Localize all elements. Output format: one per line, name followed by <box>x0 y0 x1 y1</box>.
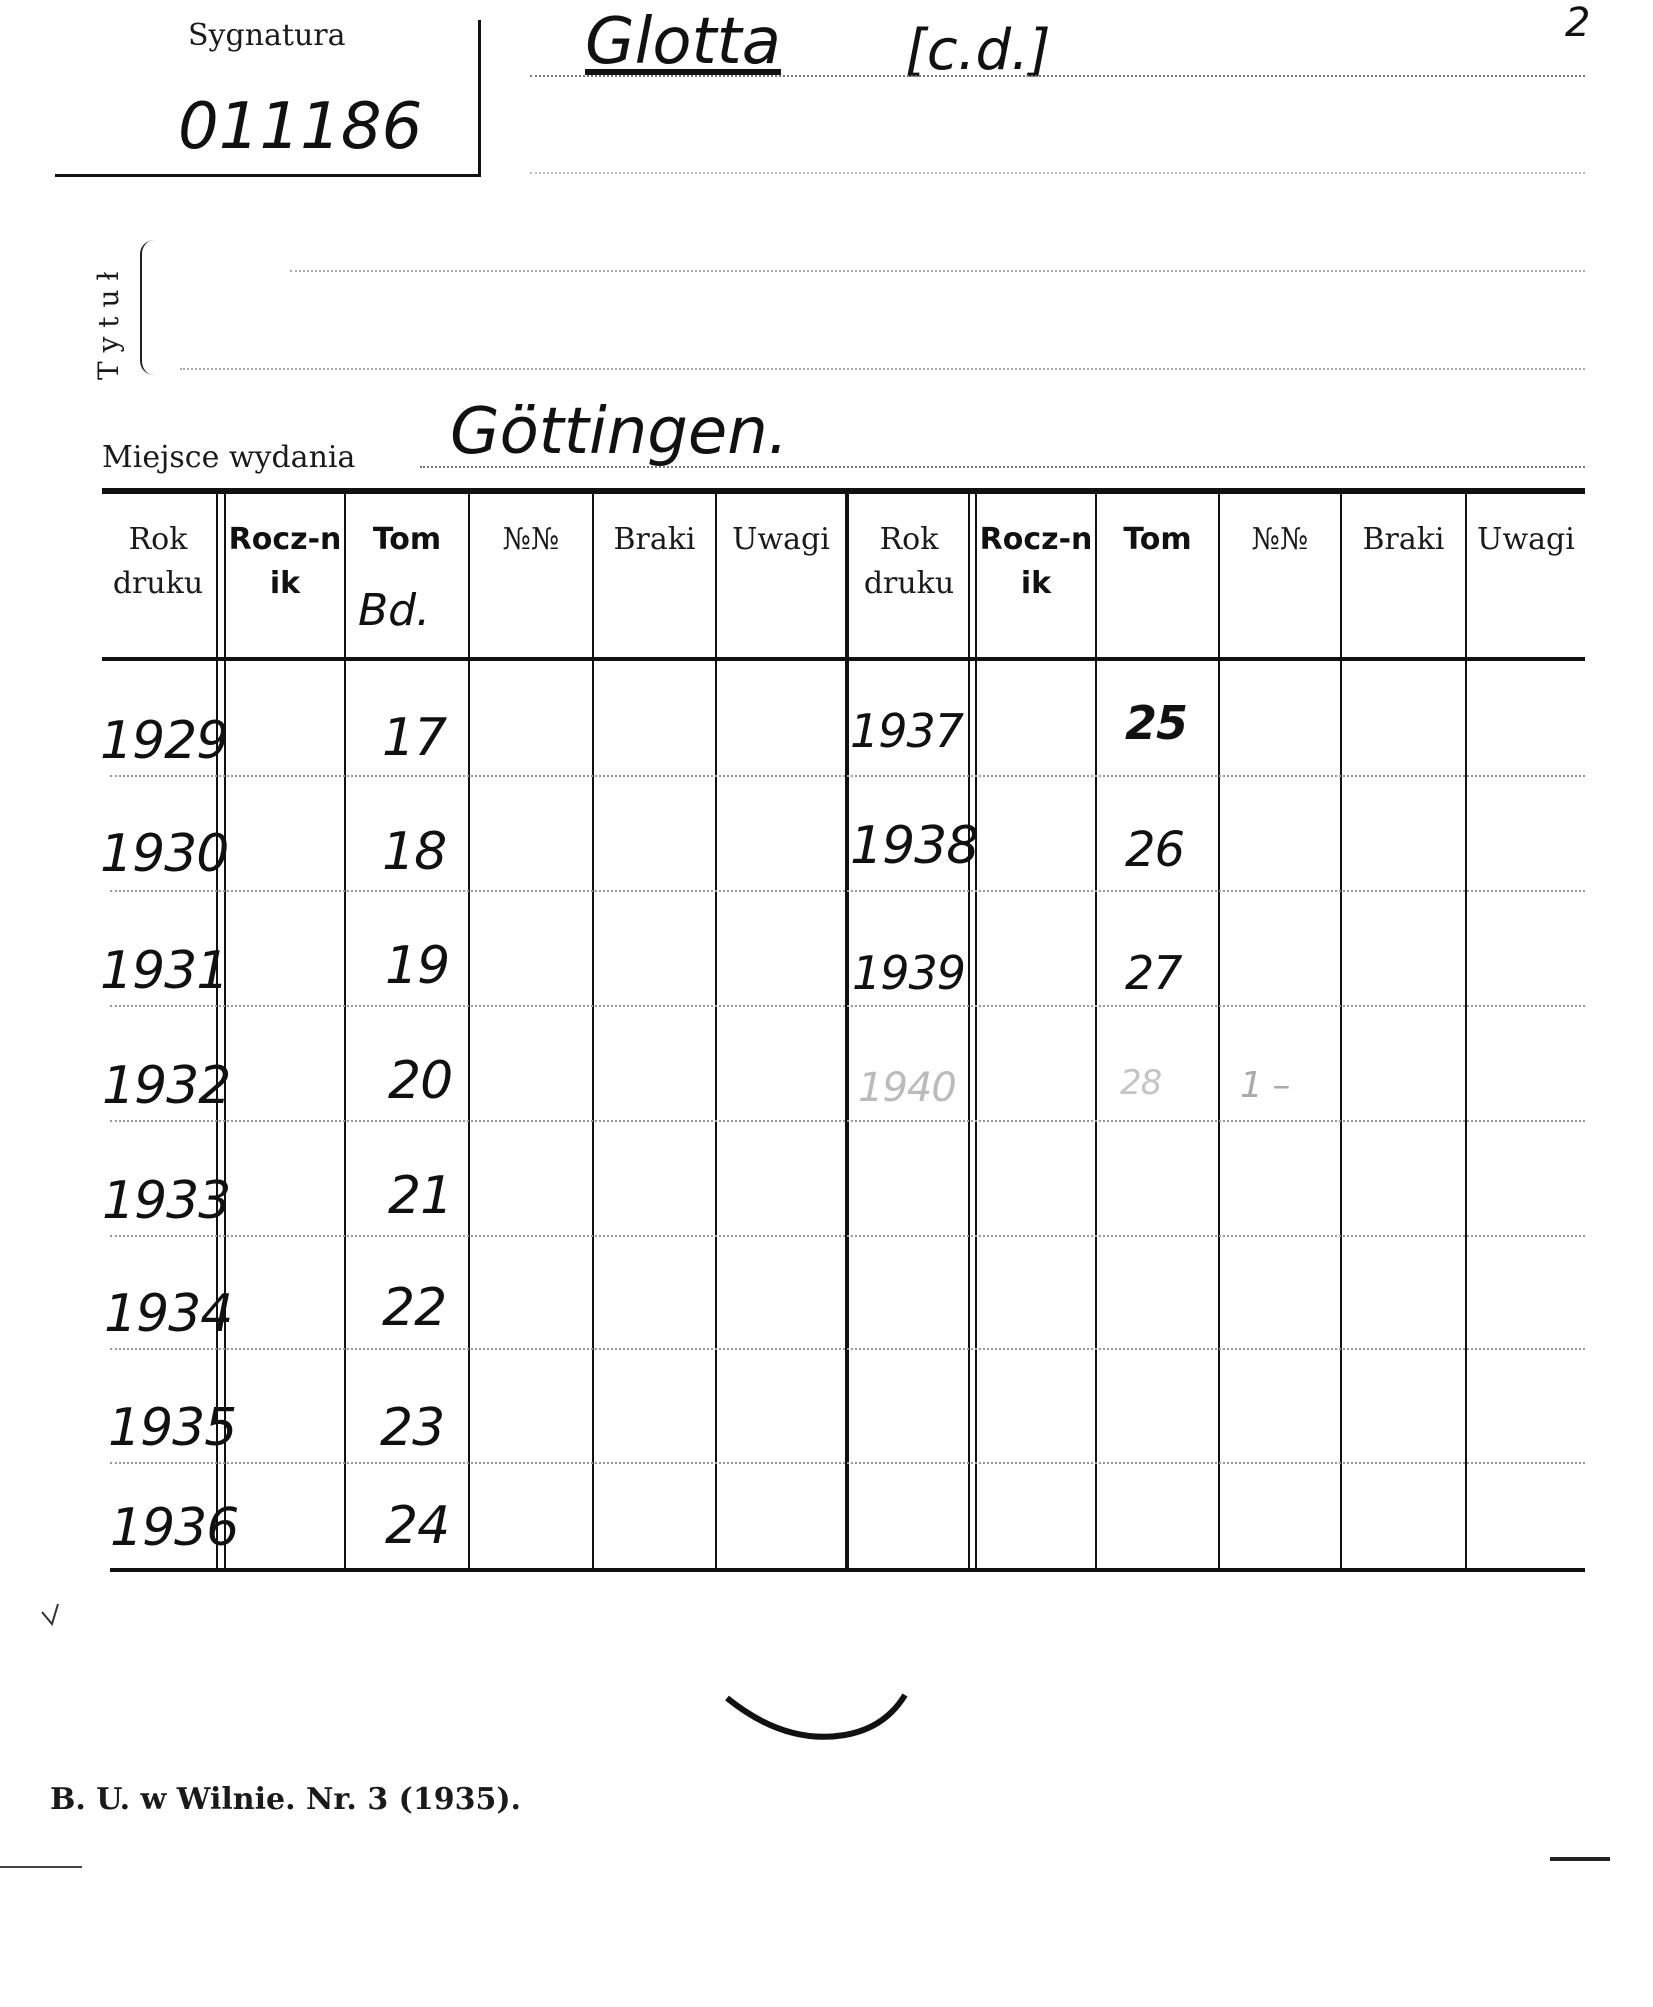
right-row-1-tom: 25 <box>1125 696 1188 750</box>
header-tom-left: Tom <box>372 522 442 557</box>
left-row-2-tom: 18 <box>382 822 447 882</box>
header-rok-right: Rok druku <box>863 522 955 601</box>
tytul-dotted-line-1 <box>290 270 1585 272</box>
row-sep-7 <box>110 1462 1585 1464</box>
header-numery-left: №№ <box>502 522 560 557</box>
col-line-5 <box>715 494 717 1568</box>
place-value: Göttingen. <box>450 395 789 469</box>
table-top-rule <box>102 488 1585 494</box>
row-sep-3 <box>110 1005 1585 1007</box>
col-line-3 <box>468 494 470 1568</box>
right-row-3-tom: 27 <box>1125 946 1182 1000</box>
place-label: Miejsce wydania <box>102 440 356 475</box>
left-row-8-rok: 1936 <box>110 1498 239 1558</box>
row-sep-1 <box>110 775 1585 777</box>
table-bottom-rule <box>110 1568 1585 1572</box>
col-line-6 <box>845 494 849 1568</box>
right-row-4-numery: 1 – <box>1240 1065 1290 1106</box>
left-row-4-tom: 20 <box>388 1051 453 1111</box>
title-handwritten: Glotta <box>585 5 781 79</box>
header-rocznik-right: Rocz-nik <box>979 522 1093 601</box>
header-braki-left: Braki <box>613 522 696 557</box>
left-row-2-rok: 1930 <box>100 824 229 884</box>
table-header-rule <box>102 657 1585 661</box>
edge-mark-left <box>0 1866 82 1868</box>
left-row-6-rok: 1934 <box>104 1284 233 1344</box>
row-sep-5 <box>110 1235 1585 1237</box>
left-row-3-tom: 19 <box>385 936 450 996</box>
col-line-9 <box>1218 494 1220 1568</box>
title-dotted-line-2 <box>530 172 1585 174</box>
col-line-7b <box>975 494 977 1568</box>
tytul-dotted-line-2 <box>180 368 1585 370</box>
col-line-8 <box>1095 494 1097 1568</box>
sygnatura-underline <box>55 174 480 177</box>
left-row-6-tom: 22 <box>382 1278 447 1338</box>
footer-imprint: B. U. w Wilnie. Nr. 3 (1935). <box>50 1782 521 1817</box>
right-row-2-rok: 1938 <box>850 816 979 876</box>
left-row-5-tom: 21 <box>388 1166 453 1226</box>
header-braki-right: Braki <box>1362 522 1445 557</box>
row-sep-6 <box>110 1348 1585 1350</box>
check-mark <box>38 1600 68 1630</box>
right-row-1-rok: 1937 <box>850 704 964 758</box>
left-row-4-rok: 1932 <box>102 1056 231 1116</box>
header-uwagi-left: Uwagi <box>732 522 830 557</box>
sygnatura-label: Sygnatura <box>188 18 346 53</box>
left-row-1-rok: 1929 <box>100 711 229 771</box>
left-row-1-tom: 17 <box>382 708 447 768</box>
right-row-3-rok: 1939 <box>852 946 966 1000</box>
left-row-3-rok: 1931 <box>100 941 229 1001</box>
left-row-8-tom: 24 <box>385 1496 450 1556</box>
left-row-5-rok: 1933 <box>102 1171 231 1231</box>
row-sep-4 <box>110 1120 1585 1122</box>
col-line-10 <box>1340 494 1342 1568</box>
sygnatura-divider <box>478 20 481 177</box>
col-line-7a <box>968 494 970 1568</box>
col-line-4 <box>592 494 594 1568</box>
left-row-7-rok: 1935 <box>108 1398 237 1458</box>
header-rok-left: Rok druku <box>112 522 204 601</box>
title-dotted-line-1 <box>530 75 1585 77</box>
right-row-4-tom: 28 <box>1120 1063 1162 1103</box>
right-row-2-tom: 26 <box>1125 822 1185 878</box>
place-dotted-line <box>420 466 1585 468</box>
col-line-2 <box>344 494 346 1568</box>
left-row-7-tom: 23 <box>380 1398 445 1458</box>
header-tom-right: Tom <box>1123 522 1192 557</box>
row-sep-2 <box>110 890 1585 892</box>
header-numery-right: №№ <box>1251 522 1309 557</box>
stamp-arc <box>725 1690 915 1760</box>
sygnatura-value: 011186 <box>178 90 423 164</box>
tytul-bracket <box>140 240 156 375</box>
tytul-label: T y t u ł <box>92 271 125 380</box>
header-tom-note: Bd. <box>358 585 431 636</box>
col-line-11 <box>1465 494 1467 1568</box>
header-uwagi-right: Uwagi <box>1477 522 1575 557</box>
title-note: [c.d.] <box>905 18 1051 83</box>
edge-mark-right <box>1550 1857 1610 1861</box>
page-number: 2 <box>1565 0 1591 46</box>
right-row-4-rok: 1940 <box>858 1065 956 1111</box>
header-rocznik-left: Rocz-nik <box>228 522 342 601</box>
